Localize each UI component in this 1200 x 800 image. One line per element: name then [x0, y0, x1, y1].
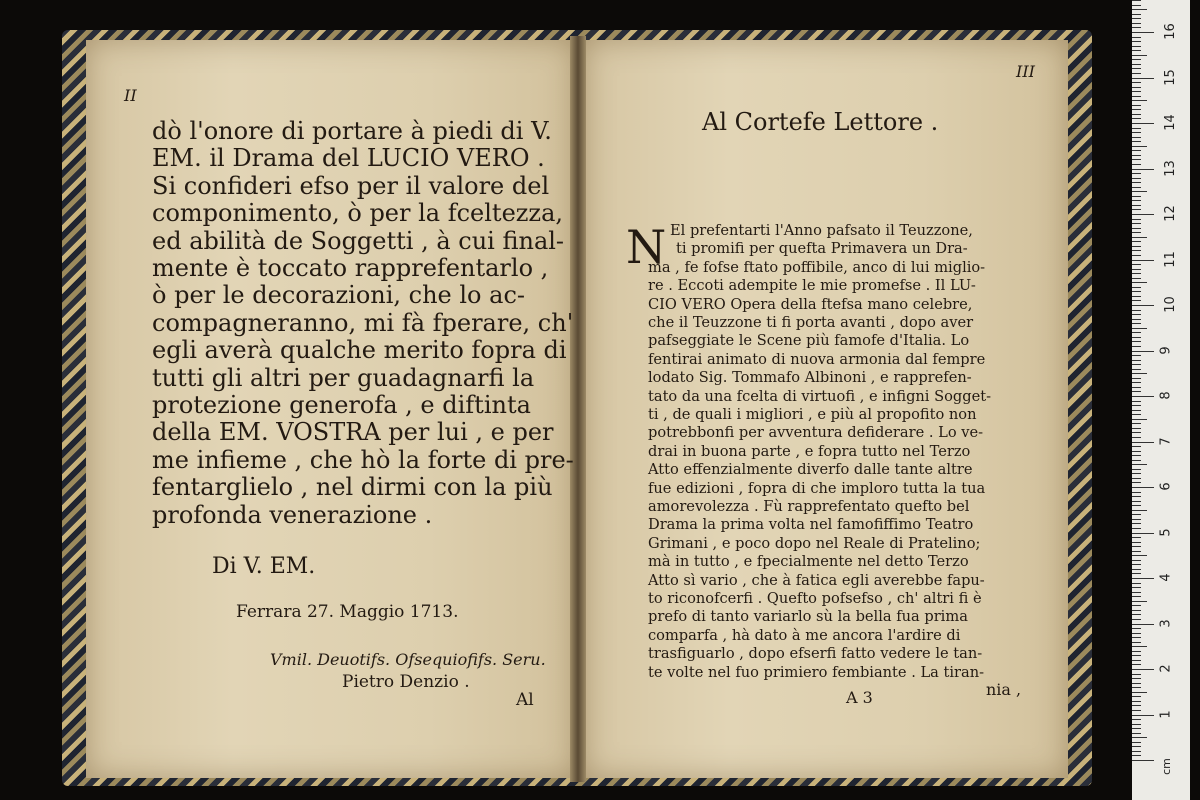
ruler-tick	[1132, 528, 1141, 529]
ruler-tick	[1132, 683, 1141, 684]
ruler-tick	[1132, 337, 1141, 338]
ruler-tick	[1132, 460, 1141, 461]
ruler-tick	[1132, 423, 1141, 424]
ruler-tick	[1132, 9, 1147, 10]
ruler-tick	[1132, 601, 1147, 602]
ruler-tick	[1132, 269, 1141, 270]
right-catchword: nia ,	[986, 680, 1022, 699]
ruler-tick	[1132, 32, 1154, 33]
right-text-line: trasfiguarlo , dopo efserfi fatto vedere le tan-	[648, 645, 983, 663]
left-text-line: me infieme , che hò la forte di pre-	[152, 445, 574, 474]
ruler-tick	[1132, 519, 1141, 520]
right-text-line: to riconofcerfi . Quefto pofsefso , ch' altri fi è	[648, 590, 982, 607]
ruler-tick	[1132, 705, 1141, 706]
ruler-tick	[1132, 701, 1141, 702]
ruler-tick	[1132, 18, 1141, 19]
left-text-line: mente è toccato rapprefentarlo ,	[152, 254, 549, 282]
ruler-tick	[1132, 314, 1141, 315]
ruler-tick	[1132, 733, 1141, 734]
ruler-tick	[1132, 578, 1154, 579]
ruler-tick	[1132, 560, 1141, 561]
ruler-tick	[1132, 287, 1141, 288]
book-gutter	[570, 36, 586, 782]
ruler-tick	[1132, 446, 1141, 447]
ruler-tick	[1132, 369, 1141, 370]
ruler-tick	[1132, 492, 1141, 493]
ruler-tick	[1132, 551, 1141, 552]
right-text-line: lodato Sig. Tommafo Albinoni , e rapprefen-	[648, 369, 972, 387]
ruler-tick	[1132, 674, 1141, 675]
right-text-line: El prefentarti l'Anno pafsato il Teuzzone,	[670, 222, 973, 239]
ruler-tick	[1132, 155, 1141, 156]
ruler-tick	[1132, 205, 1141, 206]
ruler-tick	[1132, 482, 1141, 483]
right-text-line: potrebbonfi per avventura defiderare . Lo ve-	[648, 424, 984, 442]
ruler-tick	[1132, 159, 1141, 160]
ruler-number: 1	[1158, 709, 1174, 719]
ruler-number: 9	[1158, 345, 1174, 355]
ruler-tick	[1132, 178, 1141, 179]
ruler-number: 16	[1162, 23, 1178, 40]
ruler-tick	[1132, 310, 1141, 311]
ruler-tick	[1132, 687, 1141, 688]
ruler-tick	[1132, 669, 1154, 670]
ruler-tick	[1132, 455, 1141, 456]
right-text-line: Atto sì vario , che à fatica egli averebbe fapu-	[648, 571, 985, 589]
dateline: Ferrara 27. Maggio 1713.	[236, 602, 459, 622]
ruler-tick	[1132, 628, 1141, 629]
left-text-line: protezione generofa , e diftinta	[152, 391, 531, 419]
ruler-number: 2	[1158, 664, 1174, 673]
ruler-number: 11	[1162, 250, 1178, 268]
ruler-tick	[1132, 469, 1141, 470]
ruler-tick	[1132, 214, 1154, 215]
ruler-tick	[1132, 405, 1141, 406]
ruler-tick	[1132, 605, 1141, 606]
ruler-tick	[1132, 46, 1141, 47]
ruler-tick	[1132, 432, 1141, 433]
ruler-tick	[1132, 82, 1141, 83]
ruler-tick	[1132, 87, 1141, 88]
ruler-tick	[1132, 451, 1141, 452]
ruler-tick	[1132, 751, 1141, 752]
ruler-number: 7	[1158, 436, 1174, 446]
ruler-number: 5	[1158, 527, 1174, 537]
right-text-line: che il Teuzzone ti fi porta avanti , dopo aver	[648, 314, 974, 331]
ruler-tick	[1132, 664, 1141, 665]
ruler-tick	[1132, 660, 1141, 661]
signature-formula: Vmil. Deuotifs. Ofsequiofifs. Seru.	[270, 650, 546, 669]
right-text-line: CIO VERO Opera della ftefsa mano celebre,	[648, 295, 973, 313]
ruler-tick	[1132, 64, 1141, 65]
ruler-tick	[1132, 187, 1141, 188]
ruler-tick	[1132, 300, 1141, 301]
ruler-tick	[1132, 291, 1141, 292]
ruler-tick	[1132, 696, 1141, 697]
ruler-number: 4	[1158, 573, 1174, 582]
left-text-line: della EM. VOSTRA per lui , e per	[152, 418, 554, 447]
ruler-tick	[1132, 73, 1141, 74]
ruler-tick	[1132, 228, 1141, 229]
ruler-tick	[1132, 96, 1141, 97]
ruler-tick	[1132, 323, 1141, 324]
ruler-tick	[1132, 37, 1141, 38]
ruler-tick	[1132, 583, 1141, 584]
ruler-tick	[1132, 132, 1141, 133]
ruler-tick	[1132, 237, 1147, 238]
right-text-line: Atto effenzialmente diverfo dalle tante altre	[648, 461, 973, 479]
ruler-tick	[1132, 546, 1141, 547]
ruler-tick	[1132, 501, 1141, 502]
ruler-tick	[1132, 410, 1141, 411]
ruler-number: 6	[1158, 482, 1174, 491]
ruler-tick	[1132, 91, 1141, 92]
ruler-tick	[1132, 255, 1141, 256]
measuring-ruler	[1132, 0, 1190, 800]
left-text-line: EM. il Drama del LUCIO VERO .	[152, 144, 545, 173]
ruler-tick	[1132, 137, 1141, 138]
ruler-tick	[1132, 619, 1141, 620]
ruler-tick	[1132, 391, 1141, 392]
ruler-tick	[1132, 537, 1141, 538]
ruler-tick	[1132, 760, 1154, 761]
ruler-tick	[1132, 78, 1154, 79]
ruler-tick	[1132, 123, 1154, 124]
right-text-line: Drama la prima volta nel famofiffimo Teatro	[648, 516, 974, 534]
ruler-tick	[1132, 351, 1154, 352]
ruler-tick	[1132, 428, 1141, 429]
ruler-tick	[1132, 250, 1141, 251]
ruler-tick	[1132, 564, 1141, 565]
ruler-tick	[1132, 173, 1141, 174]
ruler-tick	[1132, 755, 1141, 756]
ruler-tick	[1132, 264, 1141, 265]
ruler-tick	[1132, 232, 1141, 233]
right-text-line: drai in buona parte , e fopra tutto nel Terzo	[648, 442, 971, 460]
ruler-tick	[1132, 678, 1141, 679]
right-text-line: mà in tutto , e fpecialmente nel detto Terzo	[648, 553, 969, 571]
right-text-line: comparfa , hà dato à me ancora l'ardire di	[648, 626, 961, 644]
ruler-tick	[1132, 487, 1154, 488]
ruler-tick	[1132, 573, 1141, 574]
right-text-line: tato da una fcelta di virtuofi , e infigni Sogget-	[648, 387, 992, 405]
ruler-tick	[1132, 191, 1147, 192]
ruler-tick	[1132, 364, 1141, 365]
right-text-line: te volte nel fuo primiero fembiante . La tiran-	[648, 663, 985, 681]
ruler-tick	[1132, 328, 1147, 329]
ruler-tick	[1132, 419, 1147, 420]
ruler-tick	[1132, 378, 1141, 379]
ruler-tick	[1132, 710, 1141, 711]
ruler-tick	[1132, 473, 1141, 474]
ruler-tick	[1132, 332, 1141, 333]
right-text-line: ti promifi per quefta Primavera un Dra-	[676, 240, 968, 258]
left-text-line: compagneranno, mi fà fperare, ch'	[152, 308, 574, 337]
ruler-tick	[1132, 196, 1141, 197]
ruler-tick	[1132, 5, 1141, 6]
ruler-tick	[1132, 150, 1141, 151]
ruler-tick	[1132, 241, 1141, 242]
ruler-tick	[1132, 442, 1154, 443]
ruler-tick	[1132, 118, 1141, 119]
ruler-tick	[1132, 401, 1141, 402]
right-folio: III	[1016, 62, 1035, 81]
left-folio: II	[124, 86, 137, 105]
ruler-tick	[1132, 387, 1141, 388]
ruler-tick	[1132, 182, 1141, 183]
right-text-line: Grimani , e poco dopo nel Reale di Pratelino;	[648, 534, 981, 552]
ruler-tick	[1132, 282, 1147, 283]
ruler-tick	[1132, 59, 1141, 60]
left-text-line: fentarglielo , nel dirmi con la più	[152, 473, 553, 502]
ruler-tick	[1132, 496, 1141, 497]
ruler-tick	[1132, 510, 1147, 511]
ruler-tick	[1132, 41, 1141, 42]
ruler-tick	[1132, 569, 1141, 570]
ruler-tick	[1132, 523, 1141, 524]
ruler-tick	[1132, 100, 1147, 101]
ruler-tick	[1132, 246, 1141, 247]
ruler-tick	[1132, 614, 1141, 615]
ruler-tick	[1132, 341, 1141, 342]
ruler-tick	[1132, 637, 1141, 638]
ruler-tick	[1132, 746, 1141, 747]
ruler-tick	[1132, 114, 1141, 115]
left-text-line: dò l'onore di portare à piedi di V.	[152, 117, 552, 145]
ruler-tick	[1132, 109, 1141, 110]
left-text-line: egli averà qualche merito fopra di	[152, 336, 567, 365]
ruler-tick	[1132, 296, 1141, 297]
right-text-line: amorevolezza . Fù rapprefentato quefto bel	[648, 498, 970, 515]
ruler-tick	[1132, 14, 1141, 15]
right-text-line: pafseggiate le Scene più famofe d'Italia. Lo	[648, 332, 970, 350]
ruler-tick	[1132, 642, 1141, 643]
ruler-tick	[1132, 742, 1141, 743]
right-text-line: re . Eccoti adempite le mie promefse . Il LU-	[648, 277, 976, 295]
ruler-tick	[1132, 105, 1141, 106]
ruler-tick	[1132, 514, 1141, 515]
ruler-tick	[1132, 164, 1141, 165]
ruler-tick	[1132, 169, 1154, 170]
right-text-line: prefo di tanto variarlo sù la bella fua prima	[648, 608, 968, 626]
ruler-tick	[1132, 319, 1141, 320]
ruler-tick	[1132, 382, 1141, 383]
ruler-tick	[1132, 610, 1141, 611]
ruler-tick	[1132, 464, 1147, 465]
ruler-tick	[1132, 278, 1141, 279]
ruler-tick	[1132, 373, 1147, 374]
ruler-number: 8	[1158, 391, 1174, 400]
ruler-tick	[1132, 478, 1141, 479]
ruler-tick	[1132, 346, 1141, 347]
left-text-line: Si confideri efso per il valore del	[152, 171, 550, 200]
ruler-number: 14	[1162, 114, 1178, 131]
left-catchword: Al	[516, 690, 534, 710]
ruler-tick	[1132, 692, 1147, 693]
address-title: Al Cortefe Lettore .	[702, 108, 939, 136]
ruler-tick	[1132, 592, 1141, 593]
ruler-tick	[1132, 141, 1141, 142]
drop-cap: N	[626, 220, 667, 274]
ruler-tick	[1132, 437, 1141, 438]
right-text-line: ti , de quali i migliori , e più al propofito non	[648, 406, 977, 423]
ruler-number: 13	[1162, 159, 1178, 177]
ruler-tick	[1132, 355, 1141, 356]
ruler-number: 10	[1162, 296, 1178, 313]
right-text-line: ma , fe fofse ftato poffibile, anco di lui miglio-	[648, 258, 986, 276]
ruler-tick	[1132, 209, 1141, 210]
ruler-tick	[1132, 728, 1141, 729]
left-text-line: ed abilità de Soggetti , à cui final-	[152, 226, 565, 255]
ruler-tick	[1132, 505, 1141, 506]
left-text-line: ò per le decorazioni, che lo ac-	[152, 281, 525, 310]
ruler-tick	[1132, 146, 1147, 147]
ruler-tick	[1132, 68, 1141, 69]
ruler-tick	[1132, 624, 1154, 625]
left-text-line: profonda venerazione .	[152, 500, 433, 529]
signature-name: Pietro Denzio .	[342, 672, 470, 692]
ruler-tick	[1132, 724, 1141, 725]
ruler-tick	[1132, 719, 1141, 720]
ruler-tick	[1132, 50, 1141, 51]
ruler-tick	[1132, 414, 1141, 415]
ruler-tick	[1132, 260, 1154, 261]
salutation: Di V. EM.	[212, 554, 316, 579]
ruler-tick	[1132, 27, 1141, 28]
ruler-tick	[1132, 273, 1141, 274]
ruler-tick	[1132, 542, 1141, 543]
ruler-tick	[1132, 655, 1141, 656]
right-text-line: fue edizioni , fopra di che imploro tutta la tua	[648, 479, 986, 497]
ruler-unit-label: cm	[1159, 758, 1173, 775]
ruler-tick	[1132, 633, 1141, 634]
signature-mark: A 3	[846, 688, 873, 707]
ruler-tick	[1132, 305, 1154, 306]
ruler-number: 12	[1162, 205, 1178, 222]
ruler-tick	[1132, 360, 1141, 361]
ruler-tick	[1132, 587, 1141, 588]
ruler-tick	[1132, 200, 1141, 201]
ruler-tick	[1132, 715, 1154, 716]
ruler-number: 3	[1158, 618, 1174, 628]
ruler-tick	[1132, 0, 1141, 1]
ruler-tick	[1132, 737, 1147, 738]
ruler-tick	[1132, 23, 1141, 24]
left-text-line: componimento, ò per la fceltezza,	[152, 199, 563, 228]
ruler-tick	[1132, 396, 1154, 397]
ruler-number: 15	[1162, 68, 1178, 86]
ruler-tick	[1132, 533, 1154, 534]
right-text-line: fentirai animato di nuova armonia dal fempre	[648, 350, 986, 368]
ruler-tick	[1132, 219, 1141, 220]
left-text-line: tutti gli altri per guadagnarfi la	[152, 363, 535, 392]
ruler-tick	[1132, 646, 1147, 647]
ruler-tick	[1132, 128, 1141, 129]
ruler-tick	[1132, 596, 1141, 597]
ruler-tick	[1132, 555, 1147, 556]
ruler-tick	[1132, 651, 1141, 652]
ruler-tick	[1132, 55, 1147, 56]
ruler-tick	[1132, 223, 1141, 224]
